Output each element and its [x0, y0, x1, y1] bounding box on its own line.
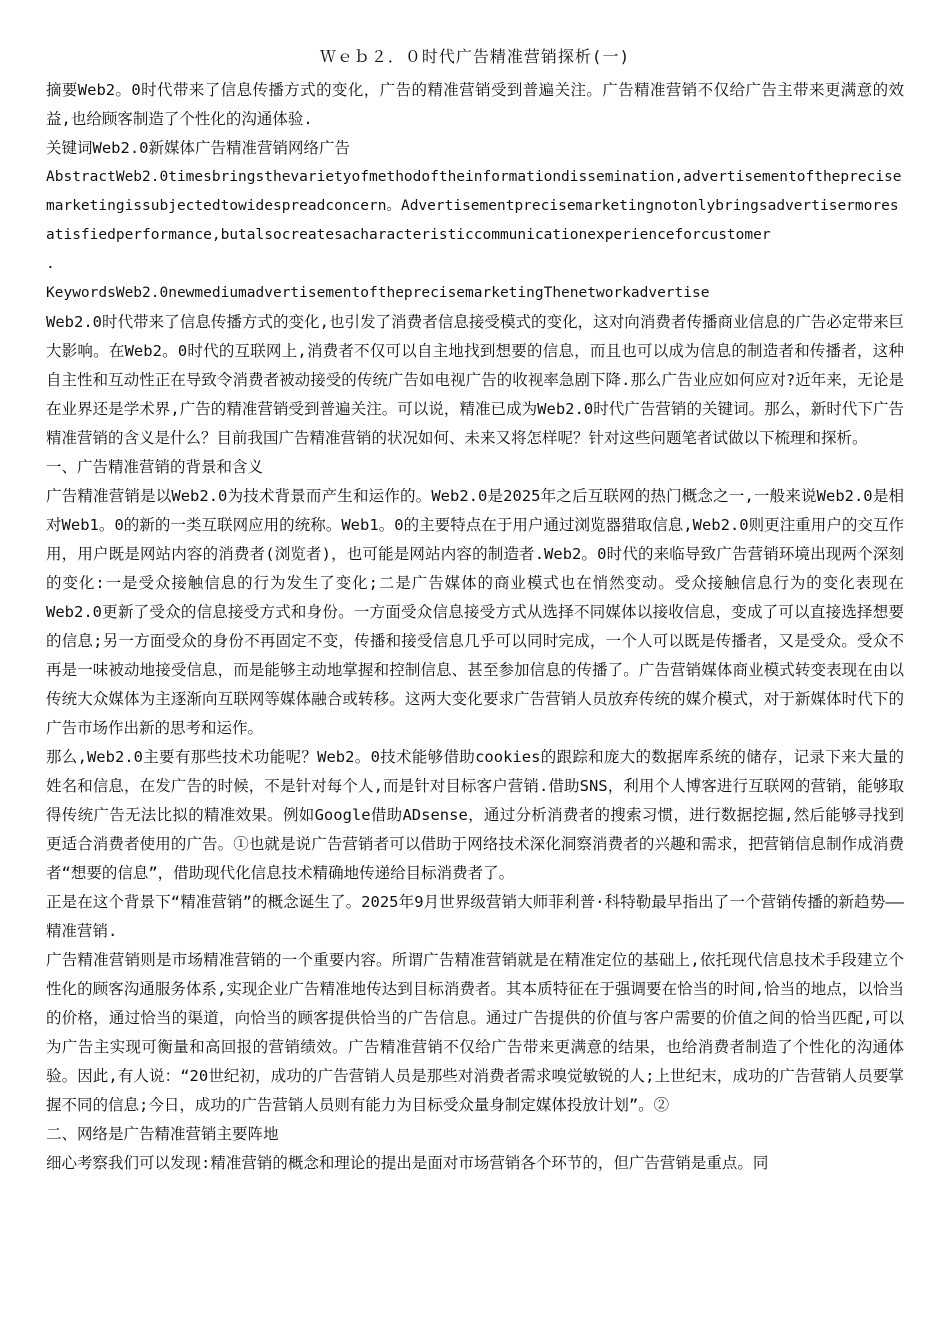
keywords-en: KeywordsWeb2.0newmediumadvertisementoftheprecisemarketingThenetworkadvertise — [46, 285, 710, 301]
section1-paragraph-3: 正是在这个背景下“精准营销”的概念诞生了。2025年9月世界级营销大师菲利普·科特勒最早指出了一个营销传播的新趋势——精准营销. — [46, 893, 904, 940]
section2-paragraph-1: 细心考察我们可以发现:精准营销的概念和理论的提出是面对市场营销各个环节的，但广告营销是重点。同 — [46, 1154, 769, 1172]
document-title: Ｗｅｂ２．０时代广告精准营销探析(一) — [319, 47, 631, 66]
section1-paragraph-1: 广告精准营销是以Web2.0为技术背景而产生和运作的。Web2.0是2025年之后互联网的热门概念之一,一般来说Web2.0是相对Web1。0的新的一类互联网应用的统称。Web1。0的主要特点在于用户通过浏览器猎取信息,Web2.0则更注重用户的交互作用，用户既是网站内容的消费者(浏览者)，也可能是网站内容的制造者.Web2。0时代的来临导致广告营销环境出现两个深刻的变化:一是受众接触信息的行为发生了变化;二是广告媒体的商业模式也在悄然变动。受众接触信息行为的变化表现在Web2.0更新了受众的信息接受方式和身份。一方面受众信息接受方式从选择不同媒体以接收信息，变成了可以直接选择想要的信息;另一方面受众的身份不再固定不变，传播和接受信息几乎可以同时完成，一个人可以既是传播者，又是受众。受众不再是一味被动地接受信息，而是能够主动地掌握和控制信息、甚至参加信息的传播了。广告营销媒体商业模式转变表现在由以传统大众媒体为主逐渐向互联网等媒体融合或转移。这两大变化要求广告营销人员放弃传统的媒介模式，对于新媒体时代下的广告市场作出新的思考和运作。 — [46, 487, 904, 737]
abstract-en-end: . — [46, 256, 55, 272]
section-heading-2: 二、网络是广告精准营销主要阵地 — [46, 1125, 279, 1143]
intro-paragraph: Web2.0时代带来了信息传播方式的变化,也引发了消费者信息接受模式的变化，这对向消费者传播商业信息的广告必定带来巨大影响。在Web2。0时代的互联网上,消费者不仅可以自主地找到想要的信息，而且也可以成为信息的制造者和传播者，这种自主性和互动性正在导致令消费者被动接受的传统广告如电视广告的收视率急剧下降.那么广告业应如何应对?近年来，无论是在业界还是学术界,广告的精准营销受到普遍关注。可以说，精准已成为Web2.0时代广告营销的关键词。那么，新时代下广告精准营销的含义是什么？目前我国广告精准营销的状况如何、未来又将怎样呢？针对这些问题笔者试做以下梳理和探析。 — [46, 313, 904, 447]
abstract-en: AbstractWeb2.0timesbringsthevarietyofmethodoftheinformationdissemination,advertisementoftheprecisemarketingissubjectedtowidespreadconcern。Advertisementprecisemarketingnotonlybringsadvertisermoresatisfiedperformance,butalsocreatesacharacteristiccommunicationexperienceforcustomer — [46, 169, 902, 243]
section-heading-1: 一、广告精准营销的背景和含义 — [46, 458, 264, 476]
section1-paragraph-2: 那么,Web2.0主要有那些技术功能呢？Web2。0技术能够借助cookies的跟踪和庞大的数据库系统的储存，记录下来大量的姓名和信息，在发广告的时候，不是针对每个人,而是针对目标客户营销.借助SNS，利用个人博客进行互联网的营销，能够取得传统广告无法比拟的精准效果。例如Google借助ADsense，通过分析消费者的搜索习惯，进行数据挖掘,然后能够寻找到更适合消费者使用的广告。①也就是说广告营销者可以借助于网络技术深化洞察消费者的兴趣和需求，把营销信息制作成消费者“想要的信息”，借助现代化信息技术精确地传递给目标消费者了。 — [46, 748, 904, 882]
section1-paragraph-4: 广告精准营销则是市场精准营销的一个重要内容。所谓广告精准营销就是在精准定位的基础上,依托现代信息技术手段建立个性化的顾客沟通服务体系,实现企业广告精准地传达到目标消费者。其本质特征在于强调要在恰当的时间,恰当的地点，以恰当的价格，通过恰当的渠道，向恰当的顾客提供恰当的广告信息。通过广告提供的价值与客户需要的价值之间的恰当匹配,可以为广告主实现可衡量和高回报的营销绩效。广告精准营销不仅给广告带来更满意的结果，也给消费者制造了个性化的沟通体验。因此,有人说：“20世纪初，成功的广告营销人员是那些对消费者需求嗅觉敏锐的人;上世纪末，成功的广告营销人员要掌握不同的信息;今日，成功的广告营销人员则有能力为目标受众量身制定媒体投放计划”。② — [46, 951, 904, 1114]
abstract-cn: 摘要Web2。0时代带来了信息传播方式的变化，广告的精准营销受到普遍关注。广告精准营销不仅给广告主带来更满意的效益,也给顾客制造了个性化的沟通体验. — [46, 81, 904, 128]
keywords-cn: 关键词Web2.0新媒体广告精准营销网络广告 — [46, 139, 350, 157]
